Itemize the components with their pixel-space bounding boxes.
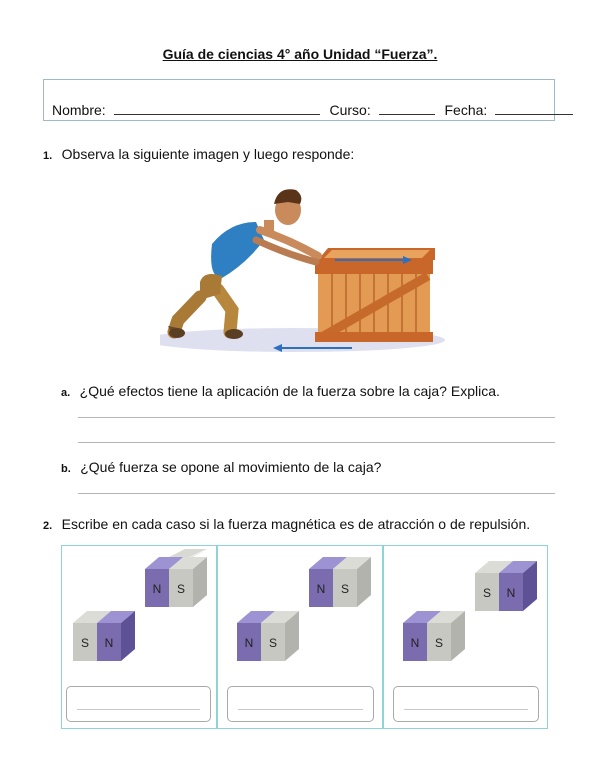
magnets-case-3 bbox=[383, 545, 548, 685]
bar-magnet-bottom bbox=[237, 611, 299, 661]
pole-label: S bbox=[482, 586, 492, 600]
pole-label: S bbox=[340, 582, 350, 596]
course-field[interactable] bbox=[379, 102, 435, 115]
pole-label: N bbox=[152, 582, 162, 596]
bar-magnet-bottom bbox=[403, 611, 465, 661]
student-info-line bbox=[52, 102, 573, 118]
answer-line[interactable] bbox=[78, 493, 555, 494]
pole-label: N bbox=[506, 586, 516, 600]
course-label: Curso: bbox=[329, 102, 371, 118]
question-1a bbox=[61, 383, 500, 401]
pole-label: S bbox=[434, 636, 444, 650]
answer-line[interactable] bbox=[78, 442, 555, 443]
pole-label: N bbox=[244, 636, 254, 650]
subquestion-letter: b. bbox=[61, 463, 71, 475]
person-pushing-crate-illustration bbox=[160, 182, 455, 358]
date-label: Fecha: bbox=[444, 102, 488, 118]
question-1 bbox=[43, 146, 354, 164]
name-label: Nombre: bbox=[52, 102, 106, 118]
pole-label: S bbox=[268, 636, 278, 650]
bar-magnet-top bbox=[475, 561, 537, 611]
question-prompt: Escribe en cada caso si la fuerza magnética es de atracción o de repulsión. bbox=[61, 516, 531, 532]
subquestion-text: ¿Qué efectos tiene la aplicación de la fuerza sobre la caja? Explica. bbox=[79, 383, 500, 399]
question-number: 2. bbox=[43, 520, 53, 532]
answer-line[interactable] bbox=[78, 417, 555, 418]
name-field[interactable] bbox=[114, 102, 320, 115]
bar-magnet-top bbox=[309, 557, 371, 607]
pole-label: S bbox=[80, 636, 90, 650]
pole-label: N bbox=[104, 636, 114, 650]
bar-magnet-bottom bbox=[73, 611, 135, 661]
magnets-case-1 bbox=[61, 545, 217, 685]
subquestion-text: ¿Qué fuerza se opone al movimiento de la caja? bbox=[80, 459, 382, 475]
answer-box[interactable] bbox=[66, 686, 211, 722]
magnets-case-2 bbox=[217, 545, 383, 685]
question-1b bbox=[61, 459, 381, 477]
question-number: 1. bbox=[43, 150, 53, 162]
pole-label: N bbox=[316, 582, 326, 596]
pole-label: N bbox=[410, 636, 420, 650]
question-2 bbox=[43, 516, 530, 534]
date-field[interactable] bbox=[495, 102, 573, 115]
page-title: Guía de ciencias 4° año Unidad “Fuerza”. bbox=[162, 46, 438, 62]
question-prompt: Observa la siguiente imagen y luego responde: bbox=[61, 146, 355, 162]
crate-icon bbox=[315, 248, 435, 342]
answer-box[interactable] bbox=[227, 686, 374, 722]
subquestion-letter: a. bbox=[61, 387, 71, 399]
pole-label: S bbox=[176, 582, 186, 596]
person-icon bbox=[168, 189, 318, 339]
bar-magnet-top bbox=[145, 549, 207, 607]
answer-box[interactable] bbox=[393, 686, 539, 722]
